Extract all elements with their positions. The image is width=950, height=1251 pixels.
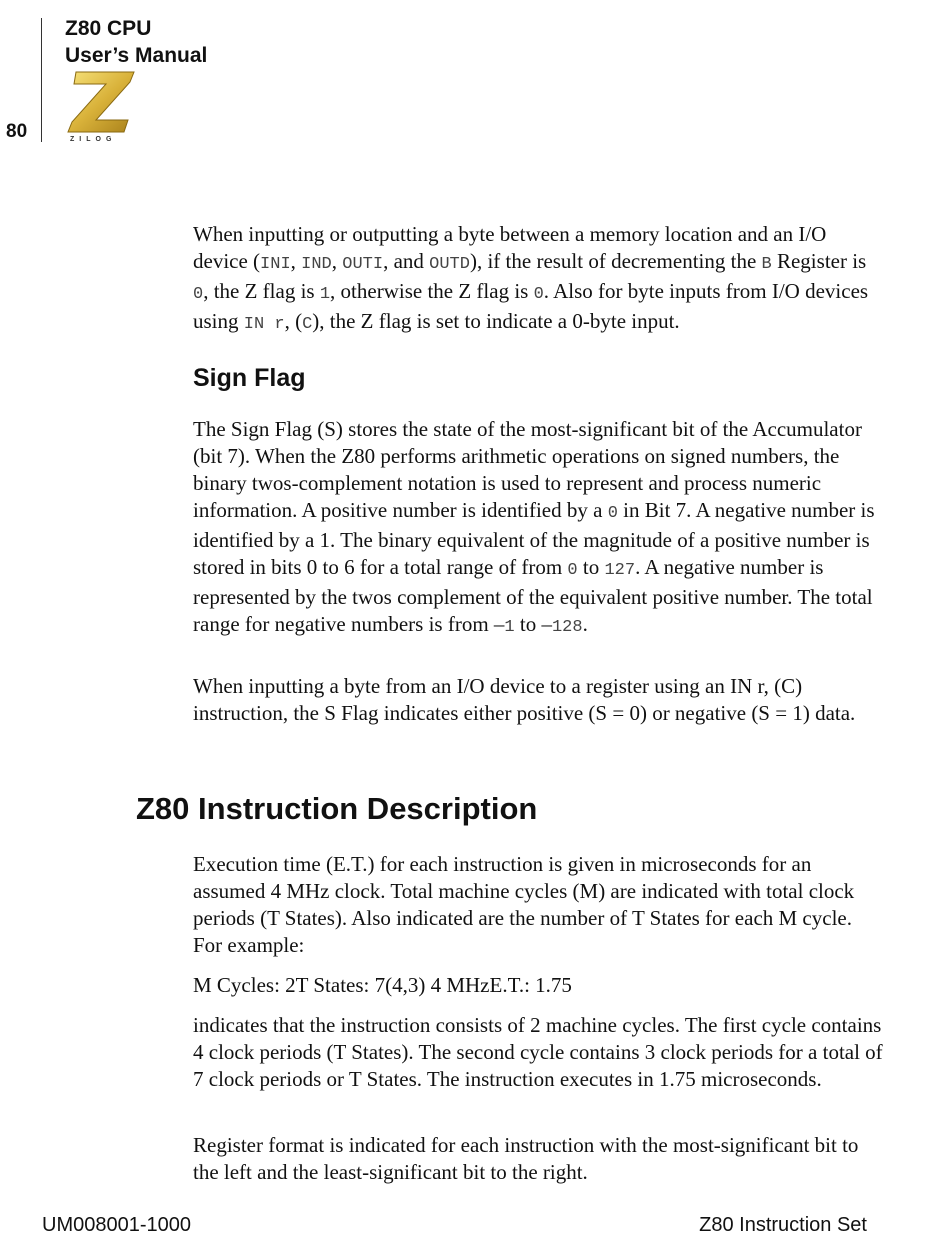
doc-title-line1: Z80 CPU	[65, 17, 152, 40]
footer-section-name: Z80 Instruction Set	[699, 1214, 867, 1236]
sign-flag-heading: Sign Flag	[193, 364, 306, 392]
doc-title-line2: User’s Manual	[65, 44, 208, 67]
header-rule	[41, 18, 42, 142]
svg-text:ZILOG: ZILOG	[70, 136, 117, 143]
section-heading: Z80 Instruction Description	[136, 791, 538, 826]
footer-doc-id: UM008001-1000	[42, 1214, 191, 1236]
page-number: 80	[6, 121, 28, 142]
zilog-logo-icon	[66, 68, 138, 144]
sign-flag-input-paragraph: When inputting a byte from an I/O device to a register using an IN r, (C) instruction, the S Flag indicates either positive (S = 0) or negative (S = 1) data.	[193, 674, 856, 725]
sign-flag-paragraph: The Sign Flag (S) stores the state of the most-significant bit of the Accumulator (bit 7). When the Z80 performs arithmetic operations on signed numbers, the binary twos-complement notation is used to represent and process numeric information. A positive number is identified by a 0 in Bit 7. A negative number is identified by a 1. The binary equivalent of the magnitude of a positive number is stored in bits 0 to 6 for a total range of from 0 to 127. A negative number is represented by the twos complement of the equivalent positive number. The total range for negative numbers is from –1 to –128.	[193, 417, 875, 637]
register-format-paragraph: Register format is indicated for each instruction with the most-significant bit to the left and the least-significant bit to the right.	[193, 1133, 859, 1184]
doc-title	[65, 15, 207, 69]
execution-time-paragraph: Execution time (E.T.) for each instruction is given in microseconds for an assumed 4 MHz clock. Total machine cycles (M) are indicated with total clock periods (T States). Also indicated are the number of T States for each M cycle. For example:	[193, 852, 855, 957]
example-line: M Cycles: 2T States: 7(4,3) 4 MHzE.T.: 1.75	[193, 973, 572, 997]
zflag-paragraph: When inputting or outputting a byte between a memory location and an I/O device (INI, IND, OUTI, and OUTD), if the result of decrementing the B Register is 0, the Z flag is 1, otherwise the Z flag is 0. Also for byte inputs from I/O devices using IN r, (C), the Z flag is set to indicate a 0-byte input.	[193, 222, 869, 334]
machine-cycles-paragraph: indicates that the instruction consists of 2 machine cycles. The first cycle contains 4 clock periods (T States). The second cycle contains 3 clock periods for a total of 7 clock periods or T States. The instruction executes in 1.75 microseconds.	[193, 1013, 883, 1091]
zilog-logo	[66, 68, 138, 144]
